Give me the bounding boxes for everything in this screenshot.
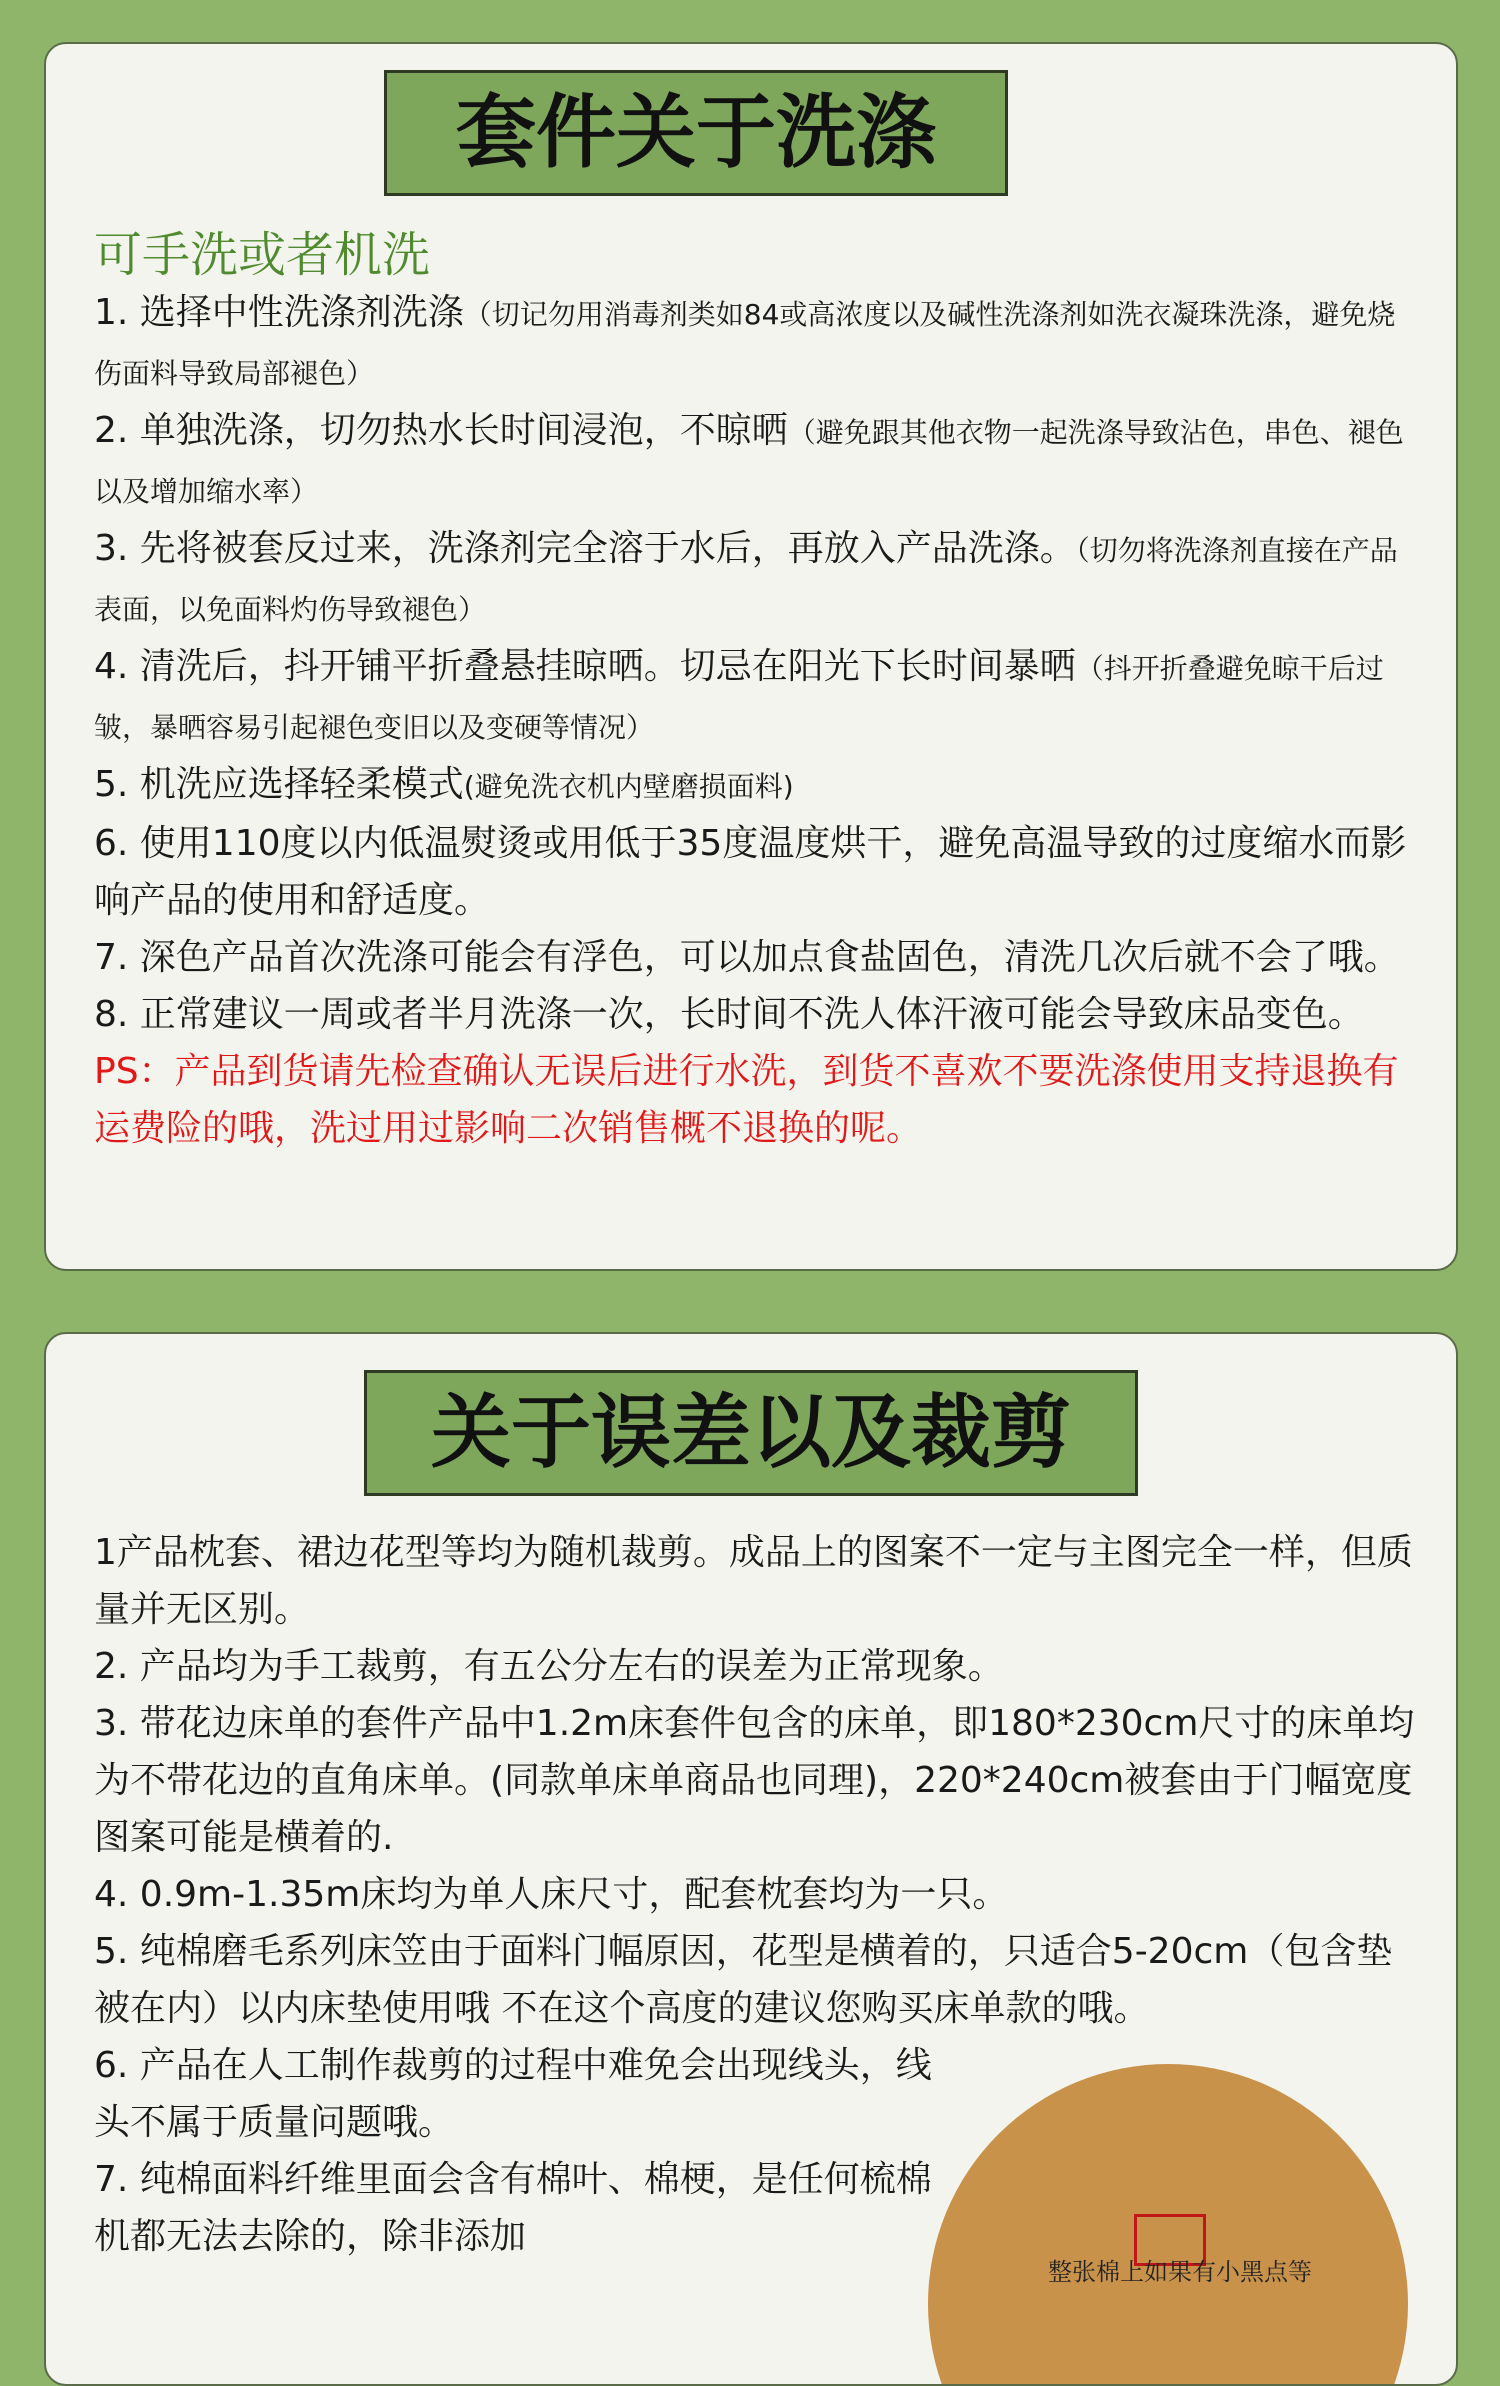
cut-item: 2. 产品均为手工裁剪，有五公分左右的误差为正常现象。 (94, 1646, 1004, 1687)
cotton-photo-caption: 整张棉上如果有小黑点等 (1048, 2258, 1312, 2286)
cut-item: 3. 带花边床单的套件产品中1.2m床套件包含的床单，即180*230cm尺寸的床单均为不带花边的直角床单。(同款单床单商品也同理)，220*240cm被套由于门幅宽度图案可能是横着的. (94, 1703, 1415, 1858)
cut-item: 4. 0.9m-1.35m床均为单人床尺寸，配套枕套均为一只。 (94, 1874, 1009, 1915)
washing-body (94, 226, 1416, 1157)
wash-item: 5. 机洗应选择轻柔模式(避免洗衣机内壁磨损面料) (94, 764, 794, 805)
cut-item: 6. 产品在人工制作裁剪的过程中难免会出现线头，线头不属于质量问题哦。 (94, 2045, 932, 2143)
ps-note: PS：产品到货请先检查确认无误后进行水洗，到货不喜欢不要洗涤使用支持退换有运费险的哦，洗过用过影响二次销售概不退换的呢。 (94, 1051, 1399, 1149)
wash-item: 2. 单独洗涤，切勿热水长时间浸泡，不晾晒（避免跟其他衣物一起洗涤导致沾色，串色、褪色以及增加缩水率） (94, 410, 1404, 508)
washing-card (44, 42, 1458, 1271)
wash-item: 6. 使用110度以内低温熨烫或用低于35度温度烘干，避免高温导致的过度缩水而影响产品的使用和舒适度。 (94, 823, 1407, 921)
wash-item: 8. 正常建议一周或者半月洗涤一次，长时间不洗人体汗液可能会导致床品变色。 (94, 994, 1364, 1035)
cut-item: 1产品枕套、裙边花型等均为随机裁剪。成品上的图案不一定与主图完全一样，但质量并无区别。 (94, 1532, 1413, 1630)
wash-item: 3. 先将被套反过来，洗涤剂完全溶于水后，再放入产品洗涤。（切勿将洗涤剂直接在产品表面，以免面料灼伤导致褪色） (94, 528, 1398, 626)
cutting-title: 关于误差以及裁剪 (364, 1370, 1138, 1496)
cutting-card (44, 1332, 1458, 2386)
wash-item: 4. 清洗后，抖开铺平折叠悬挂晾晒。切忌在阳光下长时间暴晒（抖开折叠避免晾干后过皱，暴晒容易引起褪色变旧以及变硬等情况） (94, 646, 1384, 744)
washing-title: 套件关于洗涤 (384, 70, 1008, 196)
wash-item: 1. 选择中性洗涤剂洗涤（切记勿用消毒剂类如84或高浓度以及碱性洗涤剂如洗衣凝珠洗涤，避免烧伤面料导致局部褪色） (94, 292, 1396, 390)
wash-item: 7. 深色产品首次洗涤可能会有浮色，可以加点食盐固色，清洗几次后就不会了哦。 (94, 937, 1400, 978)
cut-item: 7. 纯棉面料纤维里面会含有棉叶、棉梗，是任何梳棉机都无法去除的，除非添加 (94, 2159, 932, 2257)
cut-item: 5. 纯棉磨毛系列床笠由于面料门幅原因，花型是横着的，只适合5-20cm（包含垫被在内）以内床垫使用哦 不在这个高度的建议您购买床单款的哦。 (94, 1931, 1393, 2029)
washing-subtitle: 可手洗或者机洗 (94, 227, 431, 283)
